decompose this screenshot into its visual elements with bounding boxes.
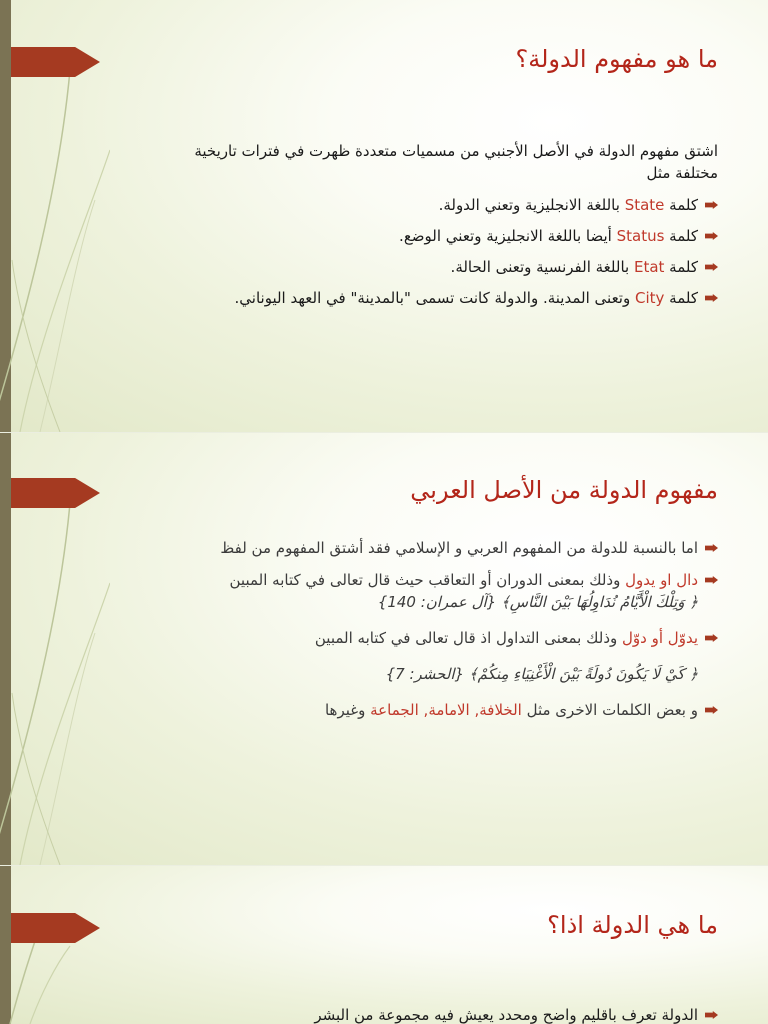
- arrow-bullet-icon: [705, 576, 718, 584]
- bullet-item: كلمة State باللغة الانجليزية وتعني الدولة.: [198, 194, 718, 216]
- quran-verse: ﴿ وَتِلْكَ الْأَيَّامُ نُدَاوِلُهَا بَيْنَ النَّاسِ﴾ {آل عمران: 140}: [377, 593, 698, 611]
- bullet-list: [178, 537, 718, 721]
- slide-title: مفهوم الدولة من الأصل العربي: [410, 476, 718, 504]
- bullet-item: الدولة تعرف باقليم واضح ومحدد يعيش فيه مجموعة من البشر: [158, 1004, 718, 1024]
- quran-verse: ﴿ كَيْ لَا يَكُونَ دُولَةً بَيْنَ الْأَغْنِيَاءِ مِنكُمْ﴾ {الحشر: 7}: [385, 665, 698, 683]
- arrow-bullet-icon: [705, 232, 718, 240]
- slide-title: ما هو مفهوم الدولة؟: [515, 45, 718, 73]
- bullet-item: و بعض الكلمات الاخرى مثل الخلافة, الامامة, الجماعة وغيرها: [178, 699, 718, 721]
- arrow-bullet-icon: [705, 706, 718, 714]
- slide-1: [0, 0, 768, 432]
- bullet-list: [158, 1004, 718, 1024]
- intro-text: اشتق مفهوم الدولة في الأصل الأجنبي من مسميات متعددة ظهرت في فترات تاريخية مختلفة مثل: [194, 142, 718, 182]
- bullet-item: كلمة Etat باللغة الفرنسية وتعنى الحالة.: [198, 256, 718, 278]
- arrow-bullet-icon: [705, 544, 718, 552]
- bullet-item: يدوّل أو دوّل وذلك بمعنى التداول اذ قال تعالى في كتابه المبين ﴿ كَيْ لَا يَكُونَ دُولَةً بَيْنَ الْأَغْنِيَاءِ مِنكُمْ﴾ {الحشر: 7}: [178, 627, 718, 685]
- bullet-item: اما بالنسبة للدولة من المفهوم العربي و الإسلامي فقد أشتق المفهوم من لفظ: [178, 537, 718, 559]
- slide-3: [0, 866, 768, 1024]
- slide-title: ما هي الدولة اذا؟: [547, 911, 718, 939]
- bullet-list: [198, 194, 718, 309]
- bullet-item: دال او يدول وذلك بمعنى الدوران أو التعاقب حيث قال تعالى في كتابه المبين ﴿ وَتِلْكَ الْأَيَّامُ نُدَاوِلُهَا بَيْنَ النَّاسِ﴾ {آل عمران: 140}: [178, 569, 718, 613]
- arrow-bullet-icon: [705, 201, 718, 209]
- arrow-bullet-icon: [705, 634, 718, 642]
- arrow-bullet-icon: [705, 294, 718, 302]
- bullet-item: كلمة City وتعنى المدينة. والدولة كانت تسمى "بالمدينة" في العهد اليوناني.: [198, 287, 718, 309]
- decorative-curves: [0, 866, 110, 1024]
- slide-2: [0, 433, 768, 865]
- bullet-item: كلمة Status أيضا باللغة الانجليزية وتعني الوضع.: [198, 225, 718, 247]
- arrow-bullet-icon: [705, 263, 718, 271]
- arrow-bullet-icon: [705, 1011, 718, 1019]
